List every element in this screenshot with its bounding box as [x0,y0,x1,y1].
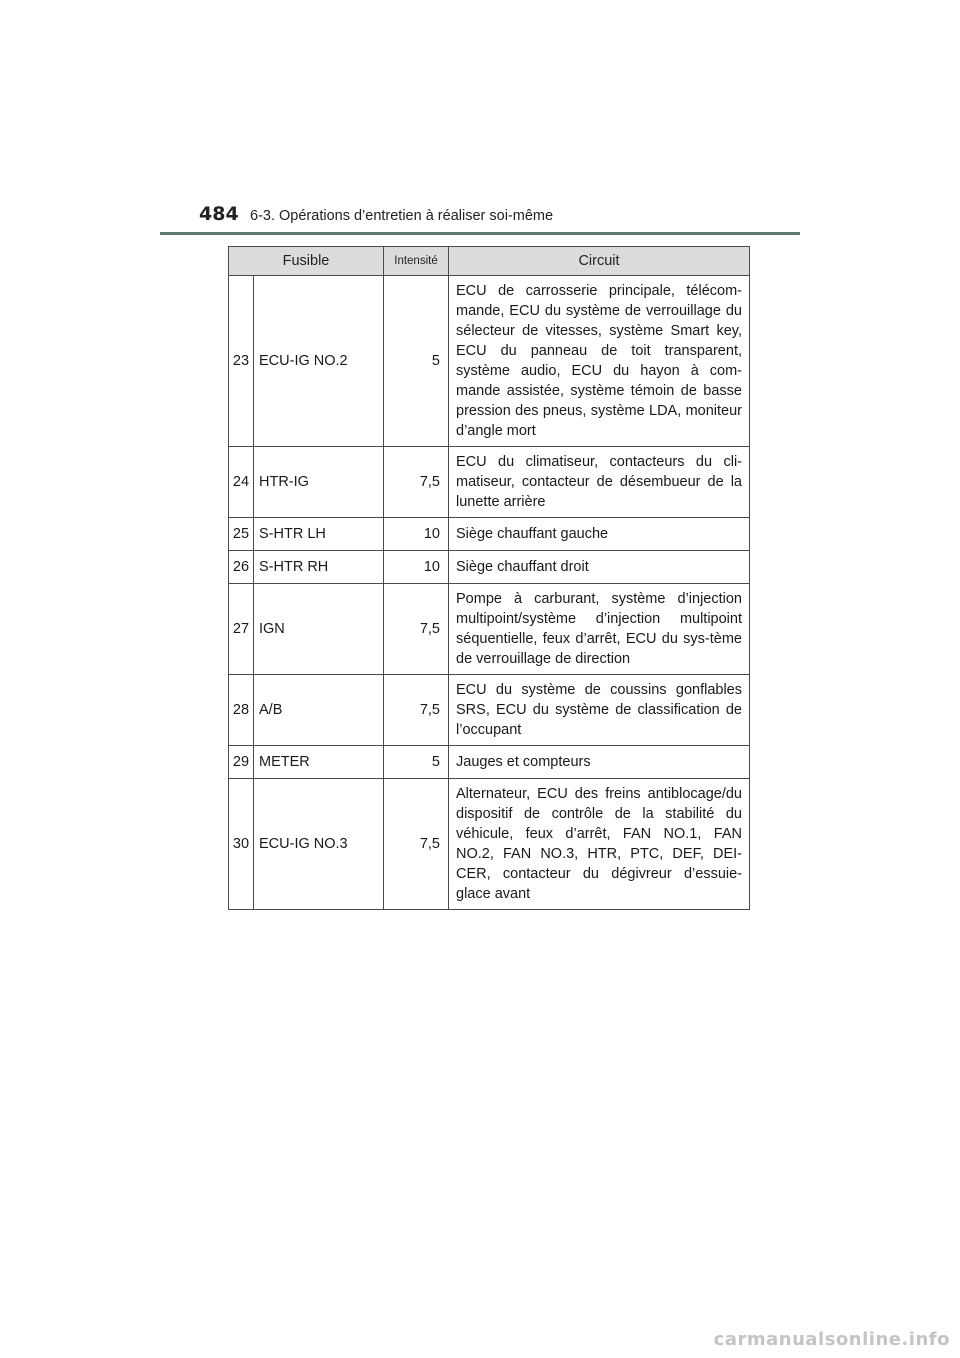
fuse-number: 27 [229,584,254,675]
header-fusible: Fusible [229,247,384,276]
fuse-amperage: 5 [384,276,449,447]
fuse-circuit: ECU du climatiseur, contacteurs du cli-matiseur, contacteur de désembueur de la lunette arrière [449,447,750,518]
table-row [229,675,750,746]
fuse-number: 23 [229,276,254,447]
fuse-name: IGN [254,584,384,675]
fuse-circuit: Alternateur, ECU des freins antiblocage/du dispositif de contrôle de la stabilité du véhicule, feux d’arrêt, FAN NO.1, FAN NO.2, FAN NO.3, HTR, PTC, DEF, DEI-CER, contacteur du dégivreur d’essuie-glace avant [449,779,750,910]
fuse-amperage: 7,5 [384,779,449,910]
fuse-amperage: 5 [384,746,449,779]
header-intensite: Intensité [384,247,449,276]
fuse-table [228,246,750,910]
fuse-name: S-HTR LH [254,518,384,551]
header-circuit: Circuit [449,247,750,276]
header-rule [160,232,800,235]
table-row [229,584,750,675]
fuse-amperage: 7,5 [384,675,449,746]
fuse-circuit: ECU de carrosserie principale, télécom-mande, ECU du système de verrouillage du sélecteur de vitesses, système Smart key, ECU du panneau de toit transparent, système audio, ECU du hayon à com-mande assistée, système témoin de basse pression des pneus, système LDA, moniteur d’angle mort [449,276,750,447]
fuse-amperage: 7,5 [384,447,449,518]
fuse-circuit: Jauges et compteurs [449,746,750,779]
fuse-number: 26 [229,551,254,584]
table-row [229,447,750,518]
page-number: 484 [199,203,239,225]
fuse-number: 25 [229,518,254,551]
fuse-number: 30 [229,779,254,910]
table-row [229,779,750,910]
fuse-name: ECU-IG NO.3 [254,779,384,910]
table-row [229,518,750,551]
fuse-amperage: 10 [384,518,449,551]
fuse-circuit: Siège chauffant gauche [449,518,750,551]
fuse-name: HTR-IG [254,447,384,518]
fuse-number: 28 [229,675,254,746]
fuse-amperage: 7,5 [384,584,449,675]
fuse-name: ECU-IG NO.2 [254,276,384,447]
fuse-number: 29 [229,746,254,779]
table-row [229,551,750,584]
watermark: carmanualsonline.info [713,1329,950,1350]
table-row [229,276,750,447]
fuse-name: A/B [254,675,384,746]
fuse-name: S-HTR RH [254,551,384,584]
fuse-circuit: Siège chauffant droit [449,551,750,584]
fuse-circuit: Pompe à carburant, système d’injection multipoint/système d’injection multipoint séquentielle, feux d’arrêt, ECU du sys-tème de verrouillage de direction [449,584,750,675]
fuse-number: 24 [229,447,254,518]
table-row [229,746,750,779]
fuse-name: METER [254,746,384,779]
table-header-row [229,247,750,276]
fuse-amperage: 10 [384,551,449,584]
fuse-circuit: ECU du système de coussins gonflables SRS, ECU du système de classification de l’occupant [449,675,750,746]
section-title: 6-3. Opérations d’entretien à réaliser soi-même [250,208,554,224]
